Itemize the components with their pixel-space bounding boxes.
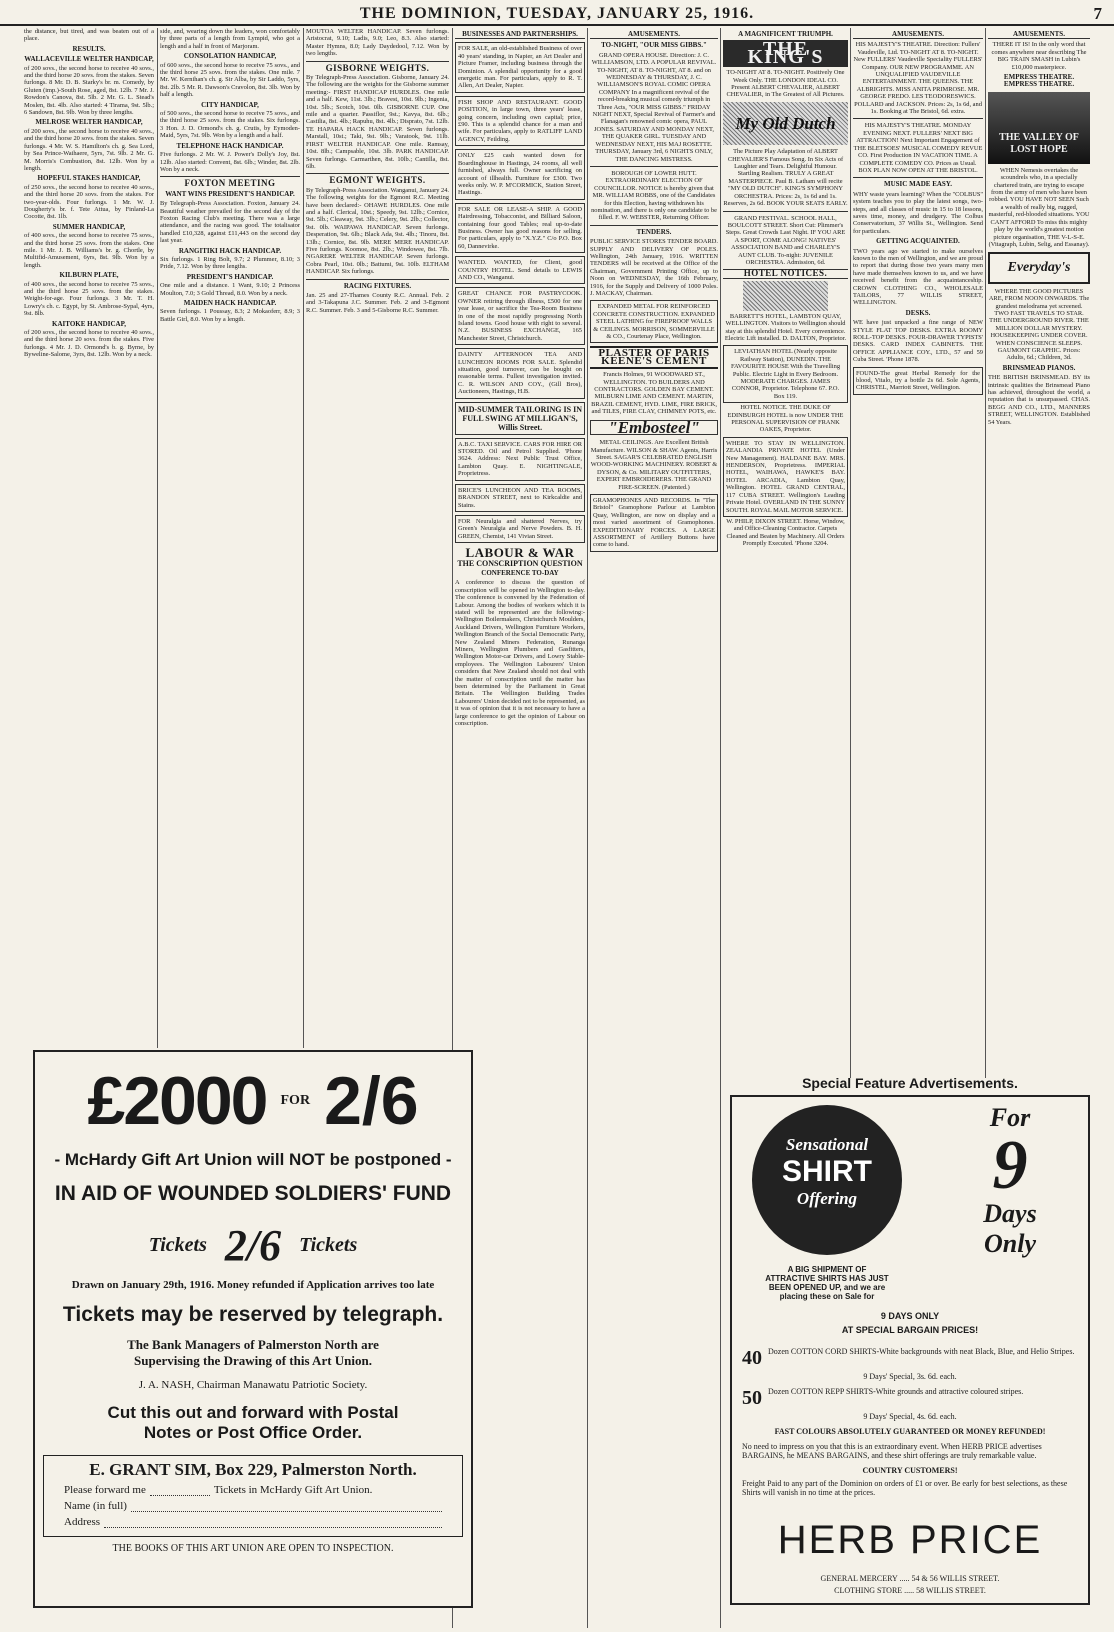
metal-ad: EXPANDED METAL FOR REINFORCED CONCRETE CONSTRUCTION. EXPANDED STEEL LATHING for FIREPROOF WALLS & CEILINGS. MORRISON, SOMMERVILLE & CO., Courtenay Place, Wellington.: [590, 300, 718, 343]
opera-heading: TO-NIGHT, "OUR MISS GIBBS.": [601, 41, 707, 50]
my-old-dutch-banner: My Old Dutch: [723, 102, 848, 145]
majestys-ad-2: HIS MAJESTY'S THEATRE. MONDAY EVENING NEXT. FULLERS' NEXT BIG ATTRACTION! Next Important Engagement of THE BLETSOES' MUSICAL COMEDY REVUE CO. First Production IN VACATION TIME. A COMPLETE COMEDY CO. Prices as Usual. BOX PLAN NOW OPEN AT THE BRISTOL.: [853, 122, 983, 174]
race-body: of 400 sovs., the second horse to receive 75 sovs., and the third horse 25 sovs. from the stakes. One mile. 1 Mr. J. B. Williams's br. g. Chortle, by Multifid-Amusement, 6yrs, 8st. 9lb. Won by a length.: [24, 232, 154, 269]
fast-colours: FAST COLOURS ABSOLUTELY GUARANTEED OR MONEY REFUNDED!: [774, 1427, 1046, 1436]
tickets-field[interactable]: [64, 1484, 442, 1496]
art-union-ad: [33, 1050, 473, 1608]
kings-body: TO-NIGHT AT 8. TO-NIGHT. Positively One Week Only. THE LONDON IDEAL CO. Present ALBERT CHEVALIER, ALBERT CHEVALIER, in The Greatest of All Pictures.: [726, 69, 845, 99]
gisborne-heading: GISBORNE WEIGHTS.: [325, 62, 430, 73]
race-body: of 400 sovs., the second horse to receive 75 sovs., and the third horse 25 sovs. from the stakes. Weight-for-age. Four furlongs. 3 Mr. T. H. Lowry's ch. c. Egypt, by St. Ambrose-Sypal, 4yrs, 9st. 8lb.: [24, 280, 154, 318]
line1-text: Dozen COTTON CORD SHIRTS-White backgrounds with neat Black, Blue, and Helio Stripes.: [768, 1347, 1075, 1356]
column-amusements-3: [853, 28, 983, 1068]
page-number: 7: [1093, 4, 1102, 23]
everyday-logo: Everyday's: [988, 252, 1090, 283]
race-body: Five furlongs. 2 Mr. W. J. Power's Dolly's Joy, 8st. 12lb. Also started: Convent, 8st. 6lb.; Winder, 8st. 2lb. Won by a neck.: [160, 151, 300, 173]
postpone-notice: - McHardy Gift Art Union will NOT be postponed -: [54, 1150, 452, 1169]
everyday-body: WHERE THE GOOD PICTURES ARE, FROM NOON ONWARDS. The grandest melodrama yet screened. TWO FAST TRAVELS TO STAR. THE UNDERGROUND RIVER. THE MILLION DOLLAR MYSTERY. HOUSEKEEPING UNDER COVER. WHEN CONSCIENCE SLEEPS. GAUMONT GRAPHIC. Prices: Adults, 6d.; Children, 3d.: [988, 287, 1090, 362]
labour-subheading-2: CONFERENCE TO-DAY: [481, 568, 559, 577]
race-body: Seven furlongs. 1 Poussay, 8.3; 2 Mokaoferr, 8.9; 3 Battle Girl, 8.0. Won by a length.: [160, 308, 300, 323]
where-to-stay: WHERE TO STAY IN WELLINGTON. ZEALANDIA PRIVATE HOTEL (Under New Management). HALDANE BAY. MRS. HENDERSON, Proprietress. IMPERIAL HOTEL, WAIHAWA, HAWKE'S BAY. HOTEL ARCADIA, Lambton Quay, Wellington. HOTEL GRAND CENTRAL, 117 CUBA STREET. Wellington's Leading Private Hotel. OVERLAND IN THE SUNNY SOUTH. ROYAL MAIL MOTOR SERVICE.: [723, 437, 848, 517]
valley-banner: THE VALLEY OF LOST HOPE: [988, 92, 1090, 164]
race-heading: CITY HANDICAP,: [201, 100, 259, 109]
column-rule: [720, 28, 721, 1628]
nine-days-badge: [950, 1103, 1070, 1259]
classified-ad: FISH SHOP AND RESTAURANT. GOOD POSITION, in large town, three years' lease, going concern, including own capital; price, £90. This is a splendid chance for a man and wife. For particulars, apply to RATLIFF LAND AGENCY, Feilding.: [455, 96, 585, 146]
section-heading: AMUSEMENTS.: [988, 31, 1090, 39]
race-body: of 200 sovs., the second horse to receive 40 sovs., and the third horse 20 sovs. from the stakes. Five furlongs. 4 Mr. J. D. Ormond's b. g. Byrne, by Byweline-Salome, 3yrs, 8st. 12lb. Won by a neck.: [24, 329, 154, 359]
divider: [853, 177, 983, 178]
name-label: Name (in full): [64, 1500, 127, 1512]
clothing-address: CLOTHING STORE ..... 58 WILLIS STREET.: [834, 1586, 986, 1595]
divider: [306, 173, 449, 174]
column-amusements-2: [723, 28, 848, 1078]
column-racing-3: [306, 28, 449, 1043]
hotel-heading: HOTEL NOTICES.: [723, 269, 848, 278]
kings-logo: THE KING'S: [723, 40, 848, 67]
masthead-title: THE DOMINION, TUESDAY, JANUARY 25, 1916.: [359, 5, 755, 22]
address-field[interactable]: [64, 1516, 442, 1528]
line1-price: 9 Days' Special, 3s. 6d. each.: [863, 1372, 957, 1381]
divider: [590, 166, 718, 167]
embosteel-body: METAL CEILINGS. Are Excellent British Manufacture. WILSON & SHAW. Agents, Harris Street. SAGAR'S CELEBRATED ENGLISH WOOD-WORKING MACHINERY. ROBERT & DYSON, & Co. MILITARY OUTFITTERS, EXPERT EMBROIDERERS. THE GRAND FIRE-SCREEN. (Patented.): [590, 439, 718, 491]
fixtures-body: Jan. 25 and 27-Thames County R.C. Annual. Feb. 2 and 3-Takapuna J.C. Summer. Feb. 2 and 3-Egmont R.C. Summer. Feb. 3 and 5-Gisborne R.C. Summer.: [306, 292, 449, 314]
sim-address: E. GRANT SIM, Box 229, Palmerston North.: [89, 1460, 417, 1479]
section-heading: AMUSEMENTS.: [853, 31, 983, 39]
brinsmead-heading: BRINSMEAD PIANOS.: [1002, 363, 1076, 372]
column-amusements-4: [988, 28, 1090, 1068]
race-heading: PRESIDENT'S HANDICAP.: [186, 272, 274, 281]
labour-heading: LABOUR & WAR: [465, 545, 575, 561]
divider: [590, 225, 718, 226]
classified-ad: A.B.C. TAXI SERVICE. CARS FOR HIRE OR STORED. Oil and Petrol Supplied. 'Phone 3624. Address: Next Public Trust Office, Lambton Quay. E. NIGHTINGALE, Proprietress.: [455, 438, 585, 481]
nine-numeral: 9: [992, 1127, 1028, 1204]
shirt-body: No need to impress on you that this is an extraordinary event. When HERB PRICE advertises BARGAINS, he MEANS BARGAINS, and these shirt offerings are truly remarkable value.: [742, 1442, 1042, 1460]
freight-note: Freight Paid to any part of the Dominion on orders of £1 or over. Be early for best selections, as these Shirts will vanish in no time at the prices.: [742, 1479, 1068, 1497]
foxton-subheading: WANT WINS PRESIDENT'S HANDICAP.: [165, 189, 295, 198]
race-body: of 250 sovs., the second horse to receive 40 sovs., and the third horse 20 sovs. from the stakes. For two-year-olds. Four furlongs. 1 Mr. W. J. Dougherty's br. f. Tete Attua, by Finland-La Cocotte, 8st. 1lb.: [24, 183, 154, 221]
race-body: of 200 sovs., the second horse to receive 40 sovs., and the third horse 20 sovs. from the stakes. Seven furlongs. 4 Mr. W. S. Hamilton's ch. g. Sea Lord, by Sea Prince-Waihaere, 5yrs, 7st. 9lb. 2 Mr. G. M. Morris's Combustion, 8st. 12lb. Won by a length.: [24, 127, 154, 172]
divider: [160, 176, 300, 177]
drawn-date: Drawn on January 29th, 1916. Money refunded if Application arrives too late: [71, 1279, 435, 1291]
foxton-heading: FOXTON MEETING: [184, 178, 276, 189]
column-amusements-1: [590, 28, 718, 1628]
only-word: Only: [984, 1229, 1036, 1258]
forward-tail: Tickets in McHardy Gift Art Union.: [213, 1484, 373, 1496]
race-heading: SUMMER HANDICAP,: [52, 222, 126, 231]
shirt-lines: [742, 1347, 1078, 1501]
majestys-ad: HIS MAJESTY'S THEATRE. Direction: Fullers' Vaudeville, Ltd. TO-NIGHT AT 8. TO-NIGHT. New FULLERS' Vaudeville Speciality FULLERS' Company. OUR NEW PROGRAMME. AN UNQUALIFIED VAUDEVILLE ENTERTAINMENT. THE QUEENS. THE ALBRIGHTS. MISS ANITA PRIMROSE. MR. GEORGE FREDO. LES TEODORESWICS. POLLARD and JACKSON. Prices: 2s, 1s 6d, and 1s. Booking at The Bristol, 6d. extra.: [853, 41, 983, 116]
race-heading: TELEPHONE HACK HANDICAP.: [176, 141, 284, 150]
divider: [723, 211, 848, 212]
classified-ad: ONLY £25 cash wanted down for Boardinghouse in Hastings, 24 rooms, all well furnished, always full. Owner sacrificing on account of illhealth. Furniture for £300. Two weeks only. W. P. M'CORMICK, Station Street, Hastings.: [455, 149, 585, 199]
tickets-count-line[interactable]: [150, 1486, 210, 1496]
tenders-body: PUBLIC SERVICE STORES TENDER BOARD. SUPPLY AND DELIVERY OF POLES. Wellington, 24th January, 1916. WRITTEN TENDERS will be received at the Office of the Chairman, Government Printing Office, up to Noon on WEDNESDAY, the 16th February, 1916, for the Supply and Delivery of 1000 Poles. J. MACKAY, Chairman.: [590, 238, 718, 297]
empress-heading: EMPRESS THEATRE. EMPRESS THEATRE.: [1003, 73, 1075, 89]
tickets-label-right: Tickets: [299, 1234, 358, 1256]
chairman-note: J. A. NASH, Chairman Manawatu Patriotic Society.: [138, 1379, 368, 1391]
divider: [306, 279, 449, 280]
shirt-badge: [752, 1105, 902, 1255]
tickets-price: 2/6: [224, 1221, 282, 1270]
forward-label: Please forward me: [64, 1484, 146, 1496]
section-heading: AMUSEMENTS.: [590, 31, 718, 39]
found-ad: FOUND-The great Herbal Remedy for the blood, Vitalo, try a bottle 2s 6d. Sole Agents, CHRISTEL, Marriott Street, Wellington.: [853, 367, 983, 395]
desks-heading: DESKS.: [905, 308, 931, 317]
column-rule: [587, 28, 588, 1628]
gisborne-body: By Telegraph-Press Association. Gisborne, January 24. The following are the weights for the Gisborne summer meeting:- FIRST HANDICAP HURDLES. One mile and a half. Kew, 11st. 3lb.; Bravest, 10st. 9lb.; Ingenia, 10st. 5lb.; Scotch, 10st. 0lb. GISBORNE CUP. One mile and a quarter. Passiflor, 9st.; Kavya, 8st. 6lb.; Castilia, 8st. 4lb.; Rapuhu, 8st. 4lb.; Disprato, 7st. 12lb. TE HAPARA HACK HANDICAP. Seven furlongs. Marstall, 10st.; Taki, 9st. 9lb.; Varatook, 9st. 11lb. FIRST WELTER HANDICAP. One mile. Ramsay, 10st. 8lb.; Campsable, 10st. 3lb. PARK HANDICAP. Seven furlongs. Carmarthen, 8st. 10lb.; Cantilla, 8st. 6lb.: [306, 74, 449, 170]
hotel-illustration: [743, 281, 828, 311]
reserve-heading: Tickets may be reserved by telegraph.: [62, 1303, 444, 1326]
ditch-body: The Picture Play Adaptation of ALBERT CHEVALIER'S Famous Song. In Six Acts of Laughter and Tears. Delightful Humour. Startling Realism. TRULY A GREAT MASTERPIECE. Paul B. Latham will recite "MY OLD DUTCH". KING'S SYMPHONY ORCHESTRA. Prices: 2s, 1s 6d and 1s. Reserves, 2s 6d. BOOK YOUR SEATS EARLY.: [723, 148, 848, 208]
column-rule: [157, 28, 158, 1048]
days-only-label: 9 DAYS ONLY: [880, 1311, 940, 1321]
article-intro: side, and, wearing down the leaders, won comfortably by three parts of a length from Lympid, who got a length and a half in front of Marjoram.: [160, 28, 300, 50]
opera-body: GRAND OPERA HOUSE. Direction: J. C. WILLIAMSON, LTD. A POPULAR REVIVAL. TO-NIGHT, AT 8. TO-NIGHT, AT 8. and on WEDNESDAY & THURSDAY, J. C. WILLIAMSON'S ROYAL COMIC OPERA COMPANY In a magnificent revival of the record-breaking musical comedy triumph in Three Acts, "OUR MISS GIBBS." FRIDAY NIGHT NEXT, Special Revival of Farmer's and Flanagan's renowned comic opera, PAUL JONES. SATURDAY AND MONDAY NEXT, THE QUAKER GIRL. TUESDAY AND WEDNESDAY NEXT, HIS MAJ ROSETTE. THURSDAY, January 3rd, 6 NIGHTS ONLY, THE DANCING MISTRESS.: [591, 51, 717, 163]
labour-subheading: THE CONSCRIPTION QUESTION: [457, 558, 583, 568]
egmont-body: By Telegraph-Press Association. Wanganui, January 24. The following weights for the Egmont R.C. Meeting have been declared:- OHAWE HURDLES. One mile and a half. Clerical, 10st.; Speedy, 9st. 12lb.; Cornice, 9st. 5lb.; Cleaway, 9st. 3lb.; Celery, 9st. 2lb.; Collector, 9st. 0lb. WAIPAWA HANDICAP. Seven furlongs. Desperation, 9st. 6lb.; Black Ada, 9st. 4lb.; Tinoru, 8st. 13lb.; Cornice, 8st. 9lb. MERE MERE HANDICAP. Five furlongs. Koomoe, 8st. 2lb.; Windowee, 8st. 7lb. NGARERE WELTER HANDICAP. Seven furlongs. Cobra Pearl, 10st. 0lb.; Battumi, 9st. 10lb. ELTHAM HANDICAP. Six furlongs.: [306, 186, 449, 276]
column-business: [455, 28, 585, 1628]
race-body: One mile and a distance. 1 Want, 9.10; 2 Princess Moulton, 7.0; 3 Gold Thread, 8.0. Won by a neck.: [160, 282, 300, 297]
music-body: WHY waste years learning? When the "COLBUS" system teaches you to play the latest songs, two-steps, and all classes of music in 15 to 18 lessons, saves time, money, and drudgery. The Colbus Conservatorium, 37 Willis St., Wellington. Send for particulars.: [853, 190, 983, 235]
leviathan-ad: LEVIATHAN HOTEL (Nearly opposite Railway Station), DUNEDIN. THE FAVOURITE HOUSE With the Travelling Public. Electric Light in Every Bedroom. MODERATE CHARGES. JAMES CONNOR, Proprietor. Telephone 67. P.O. Box 119.: [723, 345, 848, 403]
masthead: [0, 0, 1114, 26]
race-heading: WALLACEVILLE WELTER HANDICAP,: [24, 55, 154, 64]
hotel-notice: HOTEL NOTICE. THE DUKE OF EDINBURGH HOTEL is now UNDER THE PERSONAL SUPERVISION OF FRANK OAKES, Proprietor.: [727, 404, 844, 434]
classified-ad: FOR SALE OR LEASE-A SHIP. A GOOD Hairdressing, Tobacconist, and Billiard Saloon, containing four good Tables; real up-to-date Business. Owner has good reasons for selling. For particulars, apply to "X.Y.Z." C/o P.O. Box 60, Dannevirke.: [455, 203, 585, 253]
desks-body: WE have just unpacked a fine range of NEW STYLE FLAT TOP DESKS. EXTRA ROOMY ROLL-TOP DESKS. FOUR-DRAWER TYPISTS' DESKS. CARD INDEX CABINETS. THE OFFICE APPLIANCE COY., LTD., 57 and 59 Cuba Street. 'Phone 1878.: [853, 319, 983, 364]
cut-out-heading: Cut this out and forward with Postal Notes or Post Office Order.: [107, 1403, 399, 1442]
barretts-ad: BARRETT'S HOTEL, LAMBTON QUAY, WELLINGTON. Visitors to Wellington should stay at this splendid Hotel. Every convenience. Electric Lift installed. D. DALTON, Proprietor.: [724, 312, 847, 342]
column-racing-results: [24, 28, 154, 1043]
ticket-price: 2/6: [324, 1063, 419, 1139]
classified-ad: BRICE'S LUNCHEON AND TEA ROOMS, BRANDON STREET, next to Kirkcaldie and Stains.: [455, 484, 585, 512]
offering-label: Offering: [796, 1189, 858, 1208]
special-heading: Special Feature Advertisements.: [802, 1075, 1018, 1091]
column-rule: [303, 28, 304, 1048]
labour-body: A conference to discuss the question of conscription will be opened in Wellington to-day. The conference is convened by the Federation of Labour. Among the bodies of workers which it is stated will be represented are the following:-Wellington Boilermakers, Christchurch Moulders, Auckland Drivers, Wellington Furniture Workers, Wellington Branch of the Social Democratic Party, New Zealand Miners Federation, Runanga Miners, Wellington Plumbers and Gasfitters, Wellington Motor-car Drivers, and Lowry Stable-employees. The Wellington Labourers' Union considers that New Zealand should not deal with the matter of conscription until the matter has been determined by the Parliament in Great Britain. The Wellington Building Trades Labourers' Union decided not to be represented, as it was of opinion that it is not necessary to have a large conference to get the opinion of Labour on conscription.: [455, 579, 585, 728]
prize-amount: £2000: [87, 1063, 267, 1139]
bank-note: The Bank Managers of Palmerston North are Supervising the Drawing of this Art Union.: [127, 1337, 379, 1368]
race-body: of 600 sovs., the second horse to receive 75 sovs., and the third horse 25 sovs. from the stakes. One mile. 7 Mr. W. Kernihan's ch. g. Sir Alba, by Sir Laddo, 5yrs, 8st. 2lb. 5 Mr. R. Dawson's Cravolon, 8st. 3lb. Won by half a length.: [160, 61, 300, 99]
classified-ad: FOR Neuralgia and shattered Nerves, try Green's Neuralgia and Nerve Powders. B. H. GREEN, Chemist, 141 Vivian Street.: [455, 515, 585, 543]
country-heading: COUNTRY CUSTOMERS!: [862, 1466, 958, 1475]
sensational-label: Sensational: [785, 1135, 869, 1154]
name-line[interactable]: [131, 1502, 442, 1512]
race-heading: MAIDEN HACK HANDICAP.: [183, 299, 277, 307]
tenders-heading: TENDERS.: [636, 227, 672, 236]
divider: [306, 61, 449, 62]
aid-heading: IN AID OF WOUNDED SOLDIERS' FUND: [54, 1182, 452, 1205]
race-heading: KAITOKE HANDICAP,: [52, 319, 126, 328]
race-heading: KILBURN PLATE,: [59, 271, 119, 280]
kings-heading: A MAGNIFICENT TRIUMPH.: [738, 30, 833, 38]
column-rule: [850, 28, 851, 1078]
inspection-note: THE BOOKS OF THIS ART UNION ARE OPEN TO INSPECTION.: [112, 1543, 394, 1554]
brinsmead-body: THE BRITISH BRINSMEAD. BY its intrinsic qualities the Brinsmead Piano has achieved, throughout the world, a reputation that is unsurpassed. CHAS. BEGG AND CO., LTD., MANNERS STREET, WELLINGTON. Established 54 Years.: [988, 374, 1090, 426]
tickets-label-left: Tickets: [148, 1234, 207, 1256]
bargain-label: AT SPECIAL BARGAIN PRICES!: [841, 1325, 979, 1335]
race-heading: HOPEFUL STAKES HANDICAP,: [37, 174, 141, 183]
address-label: Address: [64, 1516, 101, 1528]
classified-ad: FOR SALE, an old-established Business of over 40 years' standing, in Napier, an Art Dealer and Picture Framer, including business through the Dominion. A splendial opportunity for a good energetic man. For particulars, apply to R. T. Allen, Art Dealer, Napier.: [455, 42, 585, 92]
special-feature-ad: [730, 1075, 1090, 1615]
section-heading: BUSINESSES AND PARTNERSHIPS.: [455, 31, 585, 39]
plaster-heading: PLASTER OF PARIS KEENE'S CEMENT: [590, 346, 718, 369]
name-field[interactable]: [64, 1500, 442, 1512]
divider: [853, 118, 983, 119]
valley-body: WHEN Nemesis overtakes the scoundrels who, in a specially chartered train, are trying to escape from the army of men who have been robbed. YOU HAVE NOT SEEN Such a wealth of really big, rugged, masterful, red-blooded situations. YOU CAN'T AFFORD To miss this mighty play by the world's greatest motion picture organisation, THE V-L-S-E. (Vitagraph, Lubin, Selig, and Essanay).: [988, 166, 1090, 248]
column-rule: [985, 28, 986, 1078]
shirt-label: SHIRT: [782, 1155, 872, 1188]
empress-intro: THERE IT IS! In the only word that comes anywhere near describing The BIG TRAIN SMASH in Lubin's £10,000 masterpiece.: [991, 41, 1087, 71]
race-body: Six furlongs. 1 Ring Bolt, 9.7; 2 Plummer, 8.10; 3 Pride, 7.12. Won by three lengths.: [160, 255, 300, 271]
borough-notice: BOROUGH OF LOWER HUTT. EXTRAORDINARY ELECTION OF COUNCILLOR. NOTICE is hereby given that MR. WILLIAM ROBBS, one of the Candidates for this Election, having withdrawn his nomination, and there is only one candidate to be filled. F. W. WEBSTER, Returning Officer.: [591, 169, 717, 222]
herb-price-logo: HERB PRICE: [777, 1518, 1043, 1562]
foxton-body: By Telegraph-Press Association. Foxton, January 24. Beautiful weather prevailed for the second day of the Foxton Racing Club's meeting. There was a large attendance, and the racing was good. The totalisator handled £10,328, against £11,443 on the second day last year.: [160, 200, 300, 245]
acquainted-body: TWO years ago we started to make ourselves known to the men of Wellington, and we are proud to report that during those two years many men have made themselves known to us, and we have received benefit from the acquaintanceship. CROWN CLOTHING CO., WHOLESALE TAILORS, 77 WILLIS STREET, WELLINGTON.: [853, 247, 983, 307]
philp-ad: W. PHILP, DIXON STREET. Horse, Window, and Office-Cleaning Contractor. Carpets Cleaned and Beaten by Machinery. All Orders Promptly Executed. 'Phone 3204.: [726, 517, 845, 548]
address-line[interactable]: [104, 1518, 442, 1528]
line1-qty: 40: [742, 1347, 762, 1369]
for-label: FOR: [280, 1093, 311, 1108]
days-word: Days: [983, 1199, 1037, 1228]
race-heading: MELROSE WELTER HANDICAP,: [35, 118, 143, 127]
article-intro: the distance, but tired, and was beaten out of a place.: [24, 28, 154, 43]
line2-text: Dozen COTTON REPP SHIRTS-White grounds and attractive coloured stripes.: [768, 1387, 1024, 1396]
classified-ad: DAINTY AFTERNOON TEA AND LUNCHEON ROOMS FOR SALE. Splendid situation, good turnover, can be bought on reasonable terms. Fullest investigation invited. C. R. WILSON AND COY., (Gill Bros), Auctioneers, Hastings, H.B.: [455, 348, 585, 398]
music-heading: MUSIC MADE EASY.: [883, 180, 952, 189]
race-heading: RANGITIKI HACK HANDICAP.: [178, 246, 282, 255]
race-body: of 500 sovs., the second horse to receive 75 sovs., and the third horse 25 sovs. from the stakes. Six furlongs. 3 Hon. J. D. Ormond's ch. g. Crutis, by Eymoden-Maid, 5yrs, 7st. 9lb. Won by a length and a half.: [160, 110, 300, 140]
egmont-heading: EGMONT WEIGHTS.: [329, 175, 426, 186]
fixtures-heading: RACING FIXTURES.: [343, 281, 412, 290]
gramophone-ad: GRAMOPHONES AND RECORDS. In "The Bristol" Gramophone Parlour at Lambton Quay, Wellington, are now on display and a most varied assortment of Gramophones. EXPEDITIONARY FORCES. A LARGE ASSORTMENT of Artillery Buttons have come to hand.: [590, 494, 718, 552]
classified-ad: MID-SUMMER TAILORING IS IN FULL SWING AT MILLIGAN'S, Willis Street.: [455, 402, 585, 435]
race-body: of 200 sovs., the second horse to receive 40 sovs., and the third horse 20 sovs. from the stakes. Seven furlongs. 8 Mr. D. B. Starky's br. m. Comedy, by Gluten (imp.)-South Rose, aged, 8st. 12lb. 7 Mr. J. Rowdon's Canova, 8st. 5lb. 2 Mr. G. L. Stead's Moslen, 8st. 4lb. Also started: 4 Tirama, 9st. 5lb.; 6 Sandown, 8st. 9lb. Won by three lengths.: [24, 64, 154, 117]
for-word: For: [989, 1103, 1031, 1132]
line2-price: 9 Days' Special, 4s. 6d. each.: [863, 1412, 957, 1421]
festival-body: GRAND FESTIVAL. SCHOOL HALL, BOULCOTT STREET. Short Cut: Plimmer's Steps. Great Crowds Last Night. IF YOU ARE A SPORT, COME ALONG! NATIVES' ASSOCIATION BAND and CHARLEY'S AUNT CLUB. To-night: JUVENILE ORCHESTRA. Admission, 6d.: [725, 214, 846, 266]
column-racing-2: [160, 28, 300, 1043]
classified-ad: GREAT CHANCE FOR PASTRYCOOK. OWNER retiring through illness, £500 for one year lease, or sacrifice the Tea-Room Business in one of the most rapidly progressing North Island towns. Good house with right to several. N.Z. BUSINESS EXCHANGE, 165 Manchester Street, Christchurch.: [455, 287, 585, 345]
embosteel-logo: "Embosteel": [590, 420, 718, 435]
acquainted-heading: GETTING ACQUAINTED.: [876, 237, 960, 246]
classified-ad: WANTED. WANTED, for Client, good COUNTRY HOTEL. Send details to LEWIS AND CO., Wanganui.: [455, 256, 585, 284]
shipment-note: A BIG SHIPMENT OF ATTRACTIVE SHIRTS HAS JUST BEEN OPENED UP, and we are placing these on Sale for: [765, 1265, 889, 1301]
line2-qty: 50: [742, 1387, 762, 1409]
section-heading: RESULTS.: [72, 44, 106, 53]
race-heading: CONSOLATION HANDICAP,: [183, 52, 277, 61]
mercery-address: GENERAL MERCERY ..... 54 & 56 WILLIS STREET.: [820, 1574, 1000, 1583]
article-intro: MOUTOA WELTER HANDICAP. Seven furlongs. Aristocrat, 9.10; Ladis, 9.0; Leo, 8.3. Also started: Master Hymns, 8.0; Lady Daydedool, 7.12. Won by two lengths.: [306, 28, 449, 58]
plaster-body: Francis Holmes, 91 WOODWARD ST., WELLINGTON. TO BUILDERS AND CONTRACTORS. GOLDEN BAY CEMENT. MILBURN LIME AND CEMENT. MARTIN, BRAZIL CEMENT, HYD. LIME, FIRE BRICK, and TILES, FIRE CLAY, CHIMNEY POTS, etc.: [591, 371, 717, 416]
